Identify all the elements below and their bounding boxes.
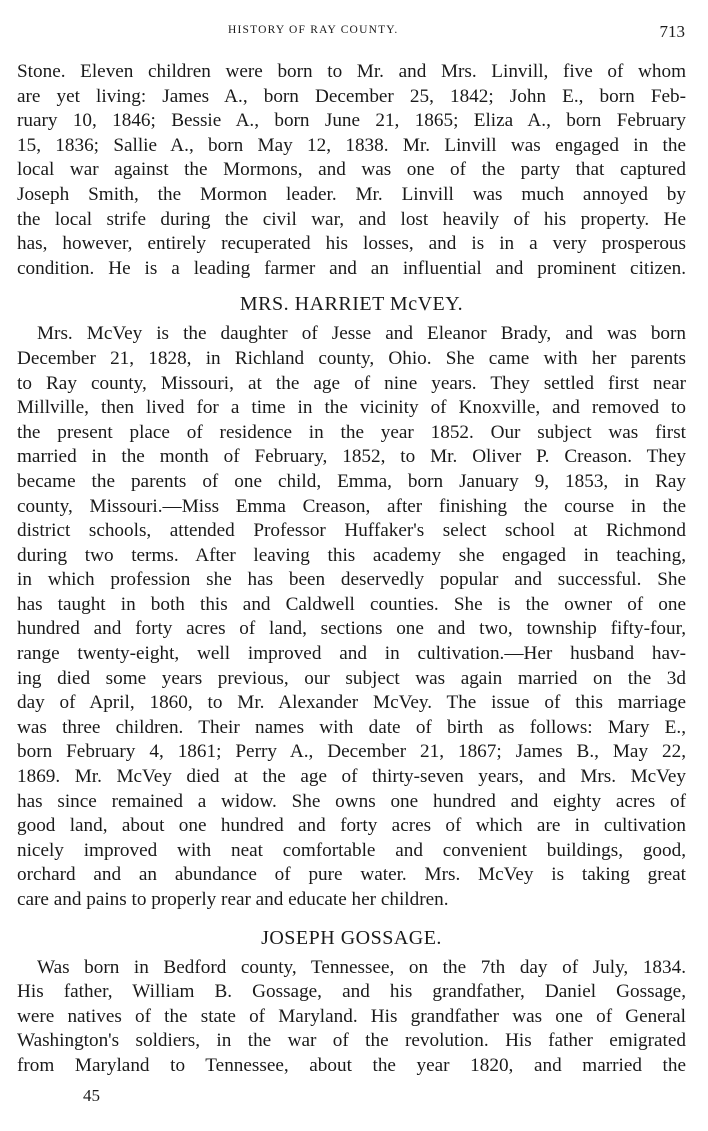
text-line: ing died some years previous, our subject was again married on the 3d: [17, 667, 686, 689]
text-line: are yet living: James A., born December 25, 1842; John E., born Feb-: [17, 85, 686, 107]
section-heading: MRS. HARRIET McVEY.: [239, 293, 464, 316]
text-line: care and pains to properly rear and educate her children.: [17, 889, 449, 910]
text-line: Stone. Eleven children were born to Mr. and Mrs. Linvill, five of whom: [17, 61, 686, 82]
text-line: 1869. Mr. McVey died at the age of thirty-seven years, and Mrs. McVey: [17, 766, 686, 788]
text-line: to Ray county, Missouri, at the age of nine years. They settled first near: [17, 372, 686, 394]
text-line: county, Missouri.—Miss Emma Creason, after finishing the course in the: [17, 495, 686, 517]
text-line: the local strife during the civil war, and lost heavily of his property. He: [17, 208, 686, 230]
text-line: has since remained a widow. She owns one hundred and eighty acres of: [17, 790, 686, 812]
text-line: range twenty-eight, well improved and in cultivation.—Her husband hav-: [17, 643, 686, 665]
text-line: condition. He is a leading farmer and an influential and prominent citizen.: [17, 257, 686, 279]
running-title: HISTORY OF RAY COUNTY.: [228, 24, 399, 36]
text-line: Millville, then lived for a time in the vicinity of Knoxville, and removed to: [17, 397, 686, 419]
text-line: good land, about one hundred and forty acres of which are in cultivation: [17, 815, 686, 837]
text-line: local war against the Mormons, and was one of the party that captured: [17, 159, 686, 181]
text-line: were natives of the state of Maryland. His grandfather was one of General: [17, 1005, 686, 1027]
page-body: [17, 60, 686, 1079]
text-line: December 21, 1828, in Richland county, Ohio. She came with her parents: [17, 347, 686, 369]
text-line: from Maryland to Tennessee, about the year 1820, and married the: [17, 1054, 686, 1076]
text-line: 15, 1836; Sallie A., born May 12, 1838. Mr. Linvill was engaged in the: [17, 134, 686, 156]
text-line: became the parents of one child, Emma, born January 9, 1853, in Ray: [17, 470, 686, 492]
text-line: day of April, 1860, to Mr. Alexander McVey. The issue of this marriage: [17, 692, 686, 714]
section-linvill-continuation: [17, 60, 686, 281]
signature-mark: 45: [83, 1086, 100, 1105]
text-line: Washington's soldiers, in the war of the revolution. His father emigrated: [17, 1030, 686, 1052]
text-line: during two terms. After leaving this academy she engaged in teaching,: [17, 544, 686, 566]
section-harriet-mcvey: [17, 287, 686, 912]
page-number: 713: [659, 22, 685, 41]
text-line: has, however, entirely recuperated his losses, and is in a very prosperous: [17, 233, 686, 255]
text-line: in which profession she has been deservedly popular and successful. She: [17, 569, 686, 591]
text-line: married in the month of February, 1852, to Mr. Oliver P. Creason. They: [17, 446, 686, 468]
text-line: Was born in Bedford county, Tennessee, on the 7th day of July, 1834.: [37, 956, 686, 978]
text-line: nicely improved with neat comfortable and convenient buildings, good,: [17, 839, 686, 861]
running-head: [0, 22, 708, 42]
section-joseph-gossage: [17, 921, 686, 1079]
text-line: hundred and forty acres of land, sections one and two, township fifty-four,: [17, 618, 686, 640]
text-line: has taught in both this and Caldwell counties. She is the owner of one: [17, 593, 686, 615]
text-line: born February 4, 1861; Perry A., December 21, 1867; James B., May 22,: [17, 741, 686, 763]
text-line: the present place of residence in the year 1852. Our subject was first: [17, 421, 686, 443]
text-line: Mrs. McVey is the daughter of Jesse and Eleanor Brady, and was born: [37, 323, 686, 345]
text-line: district schools, attended Professor Huffaker's select school at Richmond: [17, 520, 686, 542]
text-line: His father, William B. Gossage, and his grandfather, Daniel Gossage,: [17, 981, 686, 1003]
text-line: Joseph Smith, the Mormon leader. Mr. Linvill was much annoyed by: [17, 183, 686, 205]
text-line: orchard and an abundance of pure water. Mrs. McVey is taking great: [17, 864, 686, 886]
section-heading: JOSEPH GOSSAGE.: [261, 926, 442, 949]
text-line: ruary 10, 1846; Bessie A., born June 21, 1865; Eliza A., born February: [17, 110, 686, 132]
text-line: was three children. Their names with date of birth as follows: Mary E.,: [17, 716, 686, 738]
